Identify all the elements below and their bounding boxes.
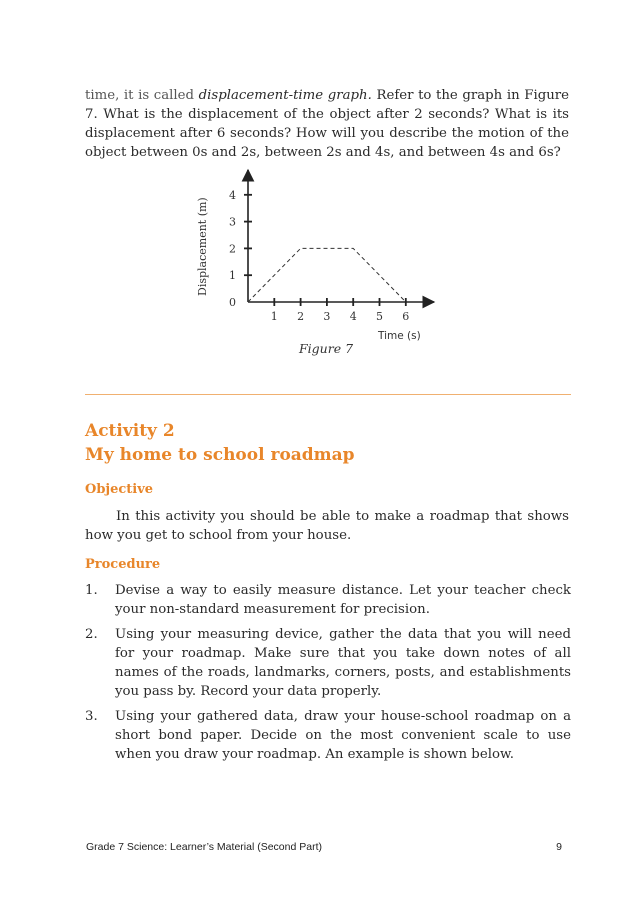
procedure-list <box>85 581 571 770</box>
footer-text: Grade 7 Science: Learner’s Material (Second Part) <box>86 841 322 853</box>
page-footer <box>86 841 562 853</box>
objective-heading: Objective <box>85 482 154 497</box>
x-tick-label: 1 <box>270 310 278 323</box>
section-divider <box>85 394 571 395</box>
y-tick-label: 0 <box>229 296 236 309</box>
activity-title-line2: My home to school roadmap <box>85 445 355 465</box>
x-tick-label: 6 <box>402 310 410 323</box>
y-tick-label: 2 <box>229 242 236 256</box>
procedure-step <box>85 625 571 701</box>
displacement-time-graph <box>190 166 440 362</box>
y-tick-label: 4 <box>229 188 236 202</box>
activity-title <box>85 419 355 467</box>
step-number: 2. <box>85 627 98 642</box>
intro-paragraph <box>85 86 569 162</box>
chart-svg <box>190 166 440 362</box>
procedure-step <box>85 707 571 764</box>
figure-caption: Figure 7 <box>299 341 354 356</box>
objective-text: In this activity you should be able to make a roadmap that shows how you get to school from your house. <box>85 509 569 543</box>
x-tick-label: 4 <box>349 310 357 323</box>
y-axis-label: Displacement (m) <box>196 197 209 296</box>
step-number: 3. <box>85 709 98 724</box>
displacement-series-line <box>248 248 406 302</box>
procedure-step <box>85 581 571 619</box>
y-tick-label: 1 <box>229 269 236 283</box>
step-text: Devise a way to easily measure distance. Let your teacher check your non-standard measurement for precision. <box>115 583 571 617</box>
intro-part1: time, it is called <box>85 88 199 103</box>
intro-term: displacement-time graph. <box>198 88 372 103</box>
page-number: 9 <box>556 841 562 853</box>
y-tick-label: 3 <box>229 215 236 229</box>
x-axis-label: Time (s) <box>378 330 421 342</box>
activity-title-line1: Activity 2 <box>85 421 175 441</box>
step-text: Using your measuring device, gather the data that you will need for your roadmap. Make sure that you take down notes of all names of the roads, landmarks, corners, posts, and establishments you pass by. Record your data properly. <box>115 627 571 699</box>
procedure-heading: Procedure <box>85 557 161 572</box>
x-tick-label: 2 <box>297 310 305 323</box>
intro-part2: Refer to the graph in Figure 7. What is the displacement of the object after 2 seconds? What is its displacement after 6 seconds? How will you describe the motion of the object between 0s and 2s, between 2s and 4s, and between 4s and 6s? <box>85 88 570 160</box>
step-text: Using your gathered data, draw your house-school roadmap on a short bond paper. Decide on the most convenient scale to use when you draw your roadmap. An example is shown below. <box>115 709 571 762</box>
x-tick-label: 3 <box>323 310 331 323</box>
step-number: 1. <box>85 583 98 598</box>
x-tick-label: 5 <box>376 310 383 323</box>
